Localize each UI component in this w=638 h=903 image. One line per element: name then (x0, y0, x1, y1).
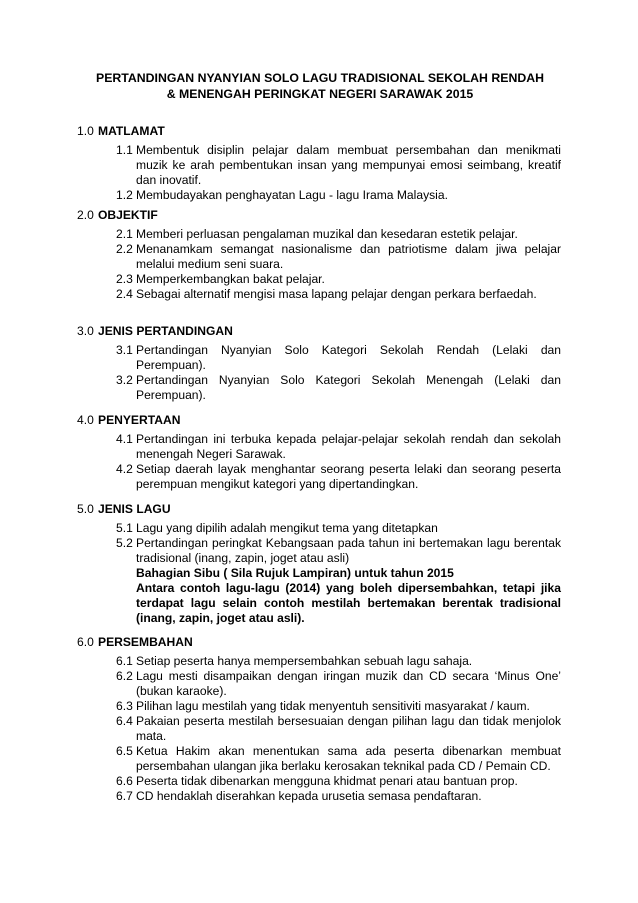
item-number: 2.2 (116, 242, 133, 256)
section-number: 5.0 (77, 502, 94, 516)
item-number: 4.2 (116, 462, 133, 476)
section-title: JENIS LAGU (98, 502, 171, 516)
item-bold-note: Bahagian Sibu ( Sila Rujuk Lampiran) untuk tahun 2015 (136, 566, 454, 580)
item-text: Lagu mesti disampaikan dengan iringan muzik dan CD secara ‘Minus One’ (bukan karaoke). (136, 669, 561, 698)
item-number: 4.1 (116, 432, 133, 446)
item-text-block (136, 536, 561, 626)
list-item (116, 143, 561, 188)
item-text: Membentuk disiplin pelajar dalam membuat persembahan dan menikmati muzik ke arah pembentukan insan yang mempunyai emosi seimbang, kreatif dan inovatif. (136, 143, 561, 187)
item-number: 6.1 (116, 654, 133, 668)
document-title (60, 70, 580, 102)
item-text: Memberi perluasan pengalaman muzikal dan kesedaran estetik pelajar. (136, 227, 518, 241)
section-jenis-lagu (77, 502, 561, 626)
list-item (116, 462, 561, 492)
section-jenis-pertandingan (77, 324, 561, 403)
list-item (116, 227, 561, 242)
item-text: Peserta tidak dibenarkan mengguna khidmat penari atau bantuan prop. (136, 774, 518, 788)
list-item (116, 714, 561, 744)
item-number: 1.1 (116, 143, 133, 157)
item-bold-note: Antara contoh lagu-lagu (2014) yang boleh dipersembahkan, tetapi jika terdapat lagu selain contoh mestilah bertemakan berentak tradisional (inang, zapin, joget atau asli). (136, 581, 561, 625)
list-item (116, 744, 561, 774)
list-item (116, 188, 561, 203)
list-item (116, 343, 561, 373)
item-number: 6.3 (116, 699, 133, 713)
section-heading (77, 208, 561, 224)
section-heading (77, 502, 561, 518)
item-number: 6.6 (116, 774, 133, 788)
section-number: 3.0 (77, 324, 94, 338)
section-number: 6.0 (77, 635, 94, 649)
item-text: Sebagai alternatif mengisi masa lapang pelajar dengan perkara berfaedah. (136, 287, 537, 301)
list-item (116, 699, 561, 714)
item-number: 2.4 (116, 287, 133, 301)
section-number: 1.0 (77, 124, 94, 138)
list-item (116, 669, 561, 699)
list-item (116, 654, 561, 669)
item-text: Pilihan lagu mestilah yang tidak menyentuh sensitiviti masyarakat / kaum. (136, 699, 530, 713)
section-number: 2.0 (77, 208, 94, 222)
item-number: 6.2 (116, 669, 133, 683)
item-text: Pertandingan peringkat Kebangsaan pada tahun ini bertemakan lagu berentak tradisional (inang, zapin, joget atau asli) (136, 536, 561, 565)
item-text: Setiap daerah layak menghantar seorang peserta lelaki dan seorang peserta perempuan mengikut kategori yang dipertandingkan. (136, 462, 561, 491)
item-text: CD hendaklah diserahkan kepada urusetia semasa pendaftaran. (136, 789, 482, 803)
section-title: MATLAMAT (98, 124, 165, 138)
item-text: Membudayakan penghayatan Lagu - lagu Irama Malaysia. (136, 188, 448, 202)
section-heading (77, 635, 561, 651)
section-title: JENIS PERTANDINGAN (98, 324, 233, 338)
item-text: Pertandingan Nyanyian Solo Kategori Sekolah Rendah (Lelaki dan Perempuan). (136, 343, 561, 372)
list-item (116, 432, 561, 462)
item-text: Pakaian peserta mestilah bersesuaian dengan pilihan lagu dan tidak menjolok mata. (136, 714, 561, 743)
list-item (116, 536, 561, 626)
item-number: 6.5 (116, 744, 133, 758)
section-persembahan (77, 635, 561, 804)
item-text: Memperkembangkan bakat pelajar. (136, 272, 325, 286)
item-number: 3.2 (116, 373, 133, 387)
item-number: 1.2 (116, 188, 133, 202)
item-number: 5.1 (116, 521, 133, 535)
title-line-1: PERTANDINGAN NYANYIAN SOLO LAGU TRADISIONAL SEKOLAH RENDAH (96, 71, 544, 85)
section-penyertaan (77, 413, 561, 492)
item-text: Menanamkam semangat nasionalisme dan patriotisme dalam jiwa pelajar melalui medium seni suara. (136, 242, 561, 271)
title-line-2: & MENENGAH PERINGKAT NEGERI SARAWAK 2015 (166, 87, 474, 101)
item-text: Pertandingan ini terbuka kepada pelajar-pelajar sekolah rendah dan sekolah menengah Negeri Sarawak. (136, 432, 561, 461)
item-text: Ketua Hakim akan menentukan sama ada peserta dibenarkan membuat persembahan ulangan jika berlaku kerosakan teknikal pada CD / Pemain CD. (136, 744, 561, 773)
section-heading (77, 324, 561, 340)
list-item (116, 373, 561, 403)
section-objektif (77, 208, 561, 302)
item-number: 5.2 (116, 536, 133, 550)
section-title: PENYERTAAN (98, 413, 181, 427)
section-title: OBJEKTIF (98, 208, 158, 222)
section-heading (77, 413, 561, 429)
list-item (116, 521, 561, 536)
item-text: Lagu yang dipilih adalah mengikut tema yang ditetapkan (136, 521, 438, 535)
list-item (116, 774, 561, 789)
item-number: 2.3 (116, 272, 133, 286)
list-item (116, 242, 561, 272)
item-number: 6.7 (116, 789, 133, 803)
list-item (116, 287, 561, 302)
item-number: 3.1 (116, 343, 133, 357)
section-title: PERSEMBAHAN (98, 635, 193, 649)
section-number: 4.0 (77, 413, 94, 427)
item-text: Pertandingan Nyanyian Solo Kategori Sekolah Menengah (Lelaki dan Perempuan). (136, 373, 561, 402)
section-heading (77, 124, 561, 140)
item-text: Setiap peserta hanya mempersembahkan sebuah lagu sahaja. (136, 654, 473, 668)
list-item (116, 272, 561, 287)
list-item (116, 789, 561, 804)
item-number: 6.4 (116, 714, 133, 728)
item-number: 2.1 (116, 227, 133, 241)
section-matlamat (77, 124, 561, 203)
